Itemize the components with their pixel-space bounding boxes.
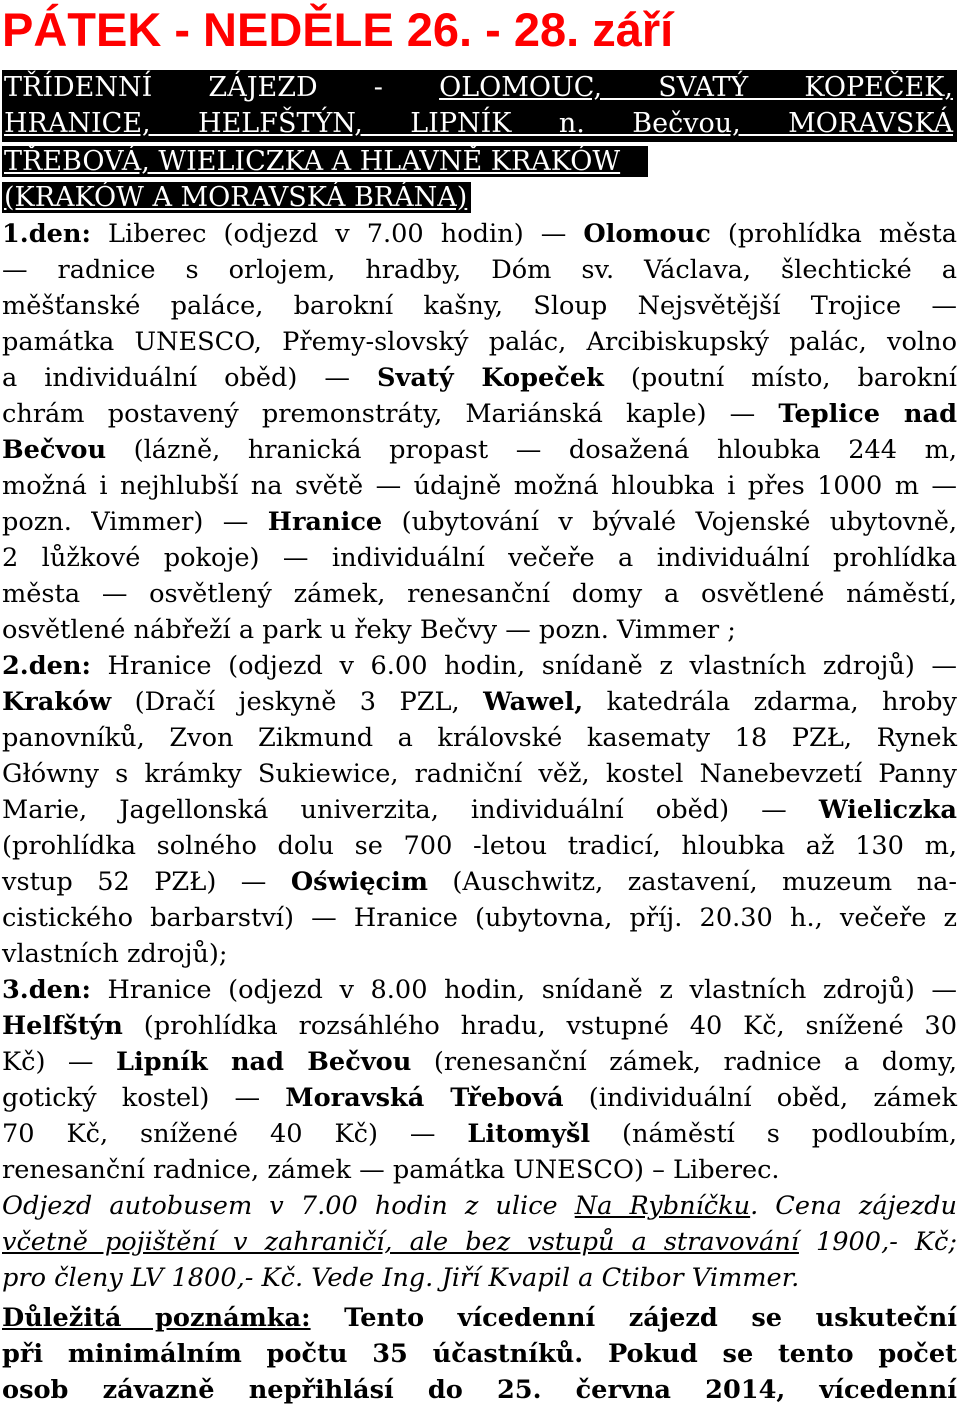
text-span: vstup 52 PZŁ) — — [2, 867, 291, 897]
text-span: Hranice (odjezd v 8.00 hodin, snídaně z vlastních zdrojů) — — [90, 975, 957, 1005]
place-name: Lipník nad Bečvou — [116, 1047, 412, 1077]
street-name: Na Rybníčku — [574, 1191, 751, 1221]
trip-header-prefix: TŘÍDENNÍ ZÁJEZD - — [4, 72, 440, 103]
text-line: 2 lůžkové pokoje) — individuální večeře a individuální prohlídka — [2, 543, 957, 573]
text-line — [2, 684, 957, 720]
leader-info-line: pro členy LV 1800,- Kč. Vede Ing. Jiří Kvapil a Ctibor Vimmer. — [2, 1263, 800, 1293]
text-line: panovníků, Zvon Zikmund a královské kasematy 18 PZŁ, Rynek — [2, 723, 957, 753]
place-name: Helfštýn — [2, 1011, 123, 1041]
important-note-label: Důležitá poznámka: — [2, 1303, 311, 1333]
trip-header-line-3 — [2, 144, 957, 182]
day-label: 1.den: — [2, 219, 91, 249]
place-name: Hranice — [267, 507, 383, 537]
trip-header-line-2 — [2, 106, 957, 144]
trip-header-places-4: (KRAKÓW A MORAVSKÁ BRÁNA) — [4, 182, 468, 213]
place-name: Kraków — [2, 687, 112, 717]
day-label: 3.den: — [2, 975, 91, 1005]
text-span: Marie, Jagellonská univerzita, individuální oběd) — — [2, 795, 819, 825]
text-span: 70 Kč, snížené 40 Kč) — — [2, 1119, 468, 1149]
text-span: gotický kostel) — — [2, 1083, 286, 1113]
page-title: PÁTEK - NEDĚLE 26. - 28. září — [2, 3, 674, 56]
text-span: (ubytování v bývalé Vojenské ubytovně, — [382, 507, 957, 537]
text-line: (prohlídka solného dolu se 700 -letou tradicí, hloubka až 130 m, — [2, 831, 957, 861]
text-line — [2, 1080, 957, 1116]
departure-info-line — [2, 1188, 957, 1224]
text-span: Hranice (odjezd v 6.00 hodin, snídaně z vlastních zdrojů) — — [90, 651, 957, 681]
text-span: Kč) — — [2, 1047, 117, 1077]
text-line — [2, 648, 957, 684]
place-name: Litomyšl — [467, 1119, 591, 1149]
price-includes-note: včetně pojištění v zahraničí, ale bez vstupů a stravování — [2, 1227, 799, 1257]
text-span: chrám postavený premonstráty, Mariánská kaple) — — [2, 399, 779, 429]
place-name: Teplice nad — [778, 399, 957, 429]
trip-header-places-1: OLOMOUC, SVATÝ KOPEČEK, — [439, 72, 953, 103]
text-line — [2, 432, 957, 468]
text-span: . Cena zájezdu — [750, 1191, 958, 1221]
text-span: (Auschwitz, zastavení, muzeum na- — [427, 867, 957, 897]
day-label: 2.den: — [2, 651, 91, 681]
text-span: (prohlídka města — [710, 219, 957, 249]
text-line: měšťanské paláce, barokní kašny, Sloup Nejsvětější Trojice — — [2, 291, 957, 321]
text-line — [2, 1116, 957, 1152]
text-span: katedrála zdarma, hroby — [583, 687, 957, 717]
text-span: Odjezd autobusem v 7.00 hodin z ulice — [2, 1191, 575, 1221]
trip-header-places-3: TŘEBOVÁ, WIELICZKA A HLAVNĚ KRAKÓW — [4, 146, 621, 177]
text-line: — radnice s orlojem, hradby, Dóm sv. Václava, šlechtické a — [2, 255, 957, 285]
text-line — [2, 972, 957, 1008]
text-line — [2, 1044, 957, 1080]
text-line — [2, 1008, 957, 1044]
trip-header-line-1 — [2, 70, 957, 108]
text-span: 1900,- Kč; — [798, 1227, 957, 1257]
text-span: (poutní místo, barokní — [603, 363, 957, 393]
important-note-line: osob závazně nepřihlásí do 25. června 2014, vícedenní — [2, 1375, 957, 1405]
price-info-line — [2, 1224, 957, 1260]
text-line: možná i nejhlubší na světě — údajně možná hloubka i přes 1000 m — — [2, 471, 957, 501]
place-name: Olomouc — [583, 219, 711, 249]
text-line — [2, 504, 957, 540]
place-name: Oświęcim — [290, 867, 428, 897]
text-line — [2, 792, 957, 828]
important-note-line: při minimálním počtu 35 účastníků. Pokud se tento počet — [2, 1339, 957, 1369]
text-span: (individuální oběd, zámek — [563, 1083, 957, 1113]
text-line: Główny s krámky Sukiewice, radniční věž, kostel Nanebevzetí Panny — [2, 759, 957, 789]
text-line: cistického barbarství) — Hranice (ubytovna, příj. 20.30 h., večeře z — [2, 903, 957, 933]
text-span: (renesanční zámek, radnice a domy, — [411, 1047, 958, 1077]
place-name: Wawel, — [483, 687, 584, 717]
trip-header-places-2: HRANICE, HELFŠTÝN, LIPNÍK n. Bečvou, MORAVSKÁ — [4, 108, 953, 139]
text-line — [2, 216, 957, 252]
text-span: (prohlídka rozsáhlého hradu, vstupné 40 Kč, snížené 30 — [122, 1011, 957, 1041]
text-line: osvětlené nábřeží a park u řeky Bečvy — pozn. Vimmer ; — [2, 615, 736, 645]
text-span: (náměstí s podloubím, — [590, 1119, 958, 1149]
place-name: Bečvou — [2, 435, 107, 465]
important-note-line — [2, 1300, 957, 1336]
text-line: památka UNESCO, Přemy-slovský palác, Arcibiskupský palác, volno — [2, 327, 957, 357]
text-span: (lázně, hranická propast — dosažená hloubka 244 m, — [106, 435, 957, 465]
text-line: vlastních zdrojů); — [2, 939, 228, 969]
text-line — [2, 360, 957, 396]
text-span: a individuální oběd) — — [2, 363, 377, 393]
text-span: Liberec (odjezd v 7.00 hodin) — — [90, 219, 584, 249]
trip-header-line-4 — [2, 180, 957, 218]
text-line: města — osvětlený zámek, renesanční domy a osvětlené náměstí, — [2, 579, 957, 609]
text-span: Tento vícedenní zájezd se uskuteční — [310, 1303, 958, 1333]
text-line: renesanční radnice, zámek — památka UNESCO) – Liberec. — [2, 1155, 780, 1185]
text-line — [2, 396, 957, 432]
text-span: (Dračí jeskyně 3 PZL, — [111, 687, 484, 717]
text-span: pozn. Vimmer) — — [2, 507, 268, 537]
place-name: Svatý Kopeček — [376, 363, 604, 393]
place-name: Moravská Třebová — [285, 1083, 564, 1113]
text-line — [2, 864, 957, 900]
place-name: Wieliczka — [818, 795, 957, 825]
